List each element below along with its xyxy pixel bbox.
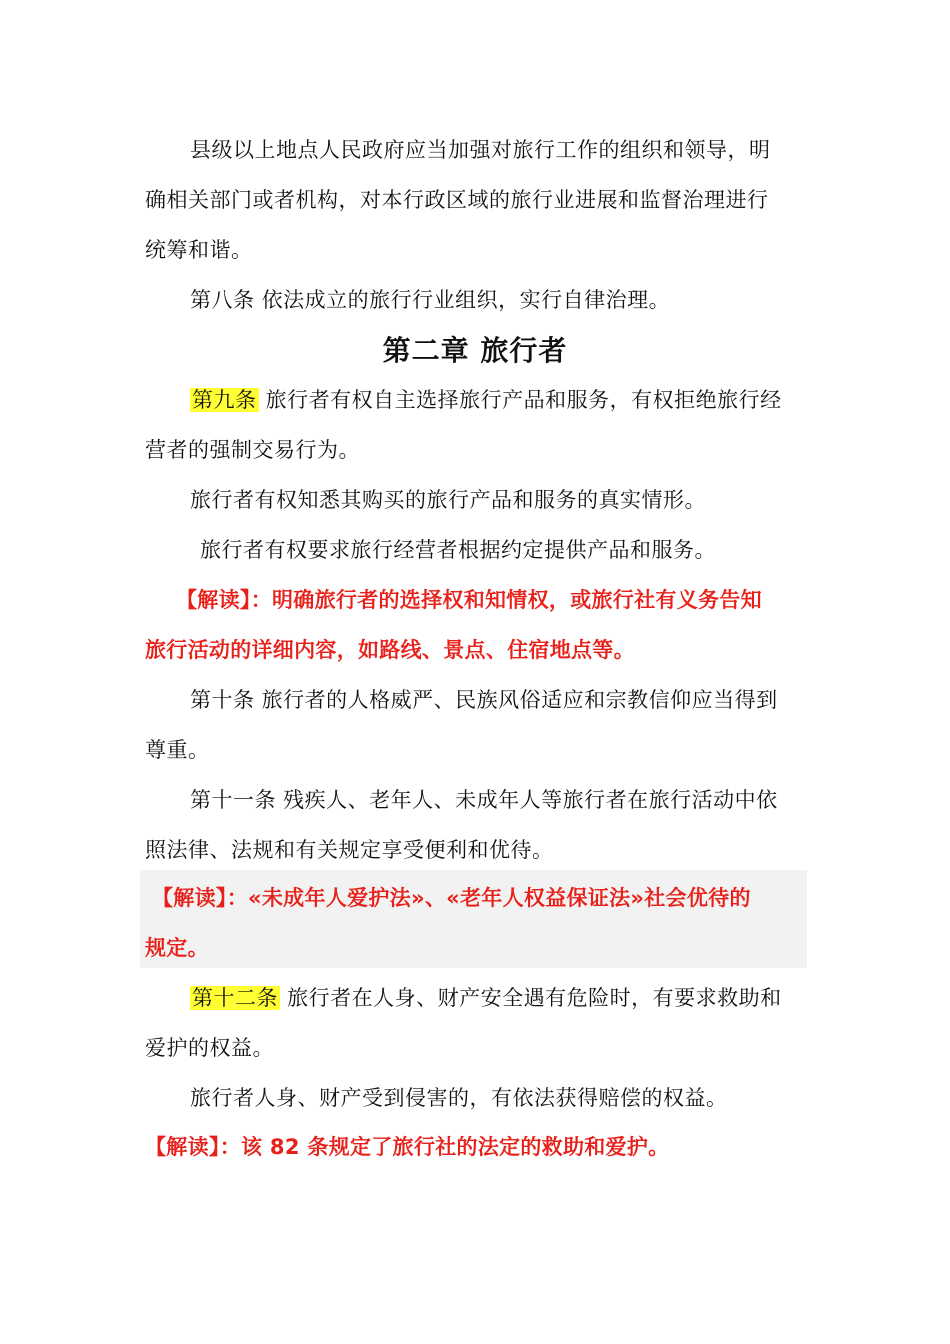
paragraph-line: 统筹和谐。 [145,238,253,262]
article-12-line [190,984,782,1012]
article-10: 第十条 旅行者的人格威严、民族风俗适应和宗教信仰应当得到 [190,688,778,712]
article-9-line [190,386,782,414]
paragraph-line: 旅行者有权知悉其购买的旅行产品和服务的真实情形。 [190,488,706,512]
interpretation-note: 【解读】：该 82 条规定了旅行社的法定的救助和爱护。 [145,1135,670,1159]
article-9-text: 旅行者有权自主选择旅行产品和服务，有权拒绝旅行经 [258,388,782,412]
article-12-text: 旅行者在人身、财产安全遇有危险时，有要求救助和 [280,986,782,1010]
article-8: 第八条 依法成立的旅行行业组织，实行自律治理。 [190,288,671,312]
paragraph-line: 旅行者有权要求旅行经营者根据约定提供产品和服务。 [200,538,716,562]
interpretation-note: 【解读】：明确旅行者的选择权和知情权，或旅行社有义务告知 [176,588,762,612]
interpretation-note: 【解读】：«未成年人爱护法»、«老年人权益保证法»社会优待的 [152,886,751,910]
article-12-label: 第十二条 [192,986,278,1010]
paragraph-line: 旅行者人身、财产受到侵害的，有依法获得赔偿的权益。 [190,1086,728,1110]
article-11: 第十一条 残疾人、老年人、未成年人等旅行者在旅行活动中依 [190,788,778,812]
interpretation-note: 旅行活动的详细内容，如路线、景点、住宿地点等。 [145,638,635,662]
paragraph-line: 爱护的权益。 [145,1036,274,1060]
chapter-title: 第二章 旅行者 [382,334,568,367]
interpretation-note: 规定。 [145,936,209,960]
paragraph-line: 照法律、法规和有关规定享受便利和优待。 [145,838,554,862]
paragraph-line: 尊重。 [145,738,210,762]
paragraph-line: 营者的强制交易行为。 [145,438,360,462]
paragraph-line: 县级以上地点人民政府应当加强对旅行工作的组织和领导，明 [190,138,771,162]
article-9-label: 第九条 [192,388,257,412]
paragraph-line: 确相关部门或者机构，对本行政区域的旅行业进展和监督治理进行 [145,188,769,212]
